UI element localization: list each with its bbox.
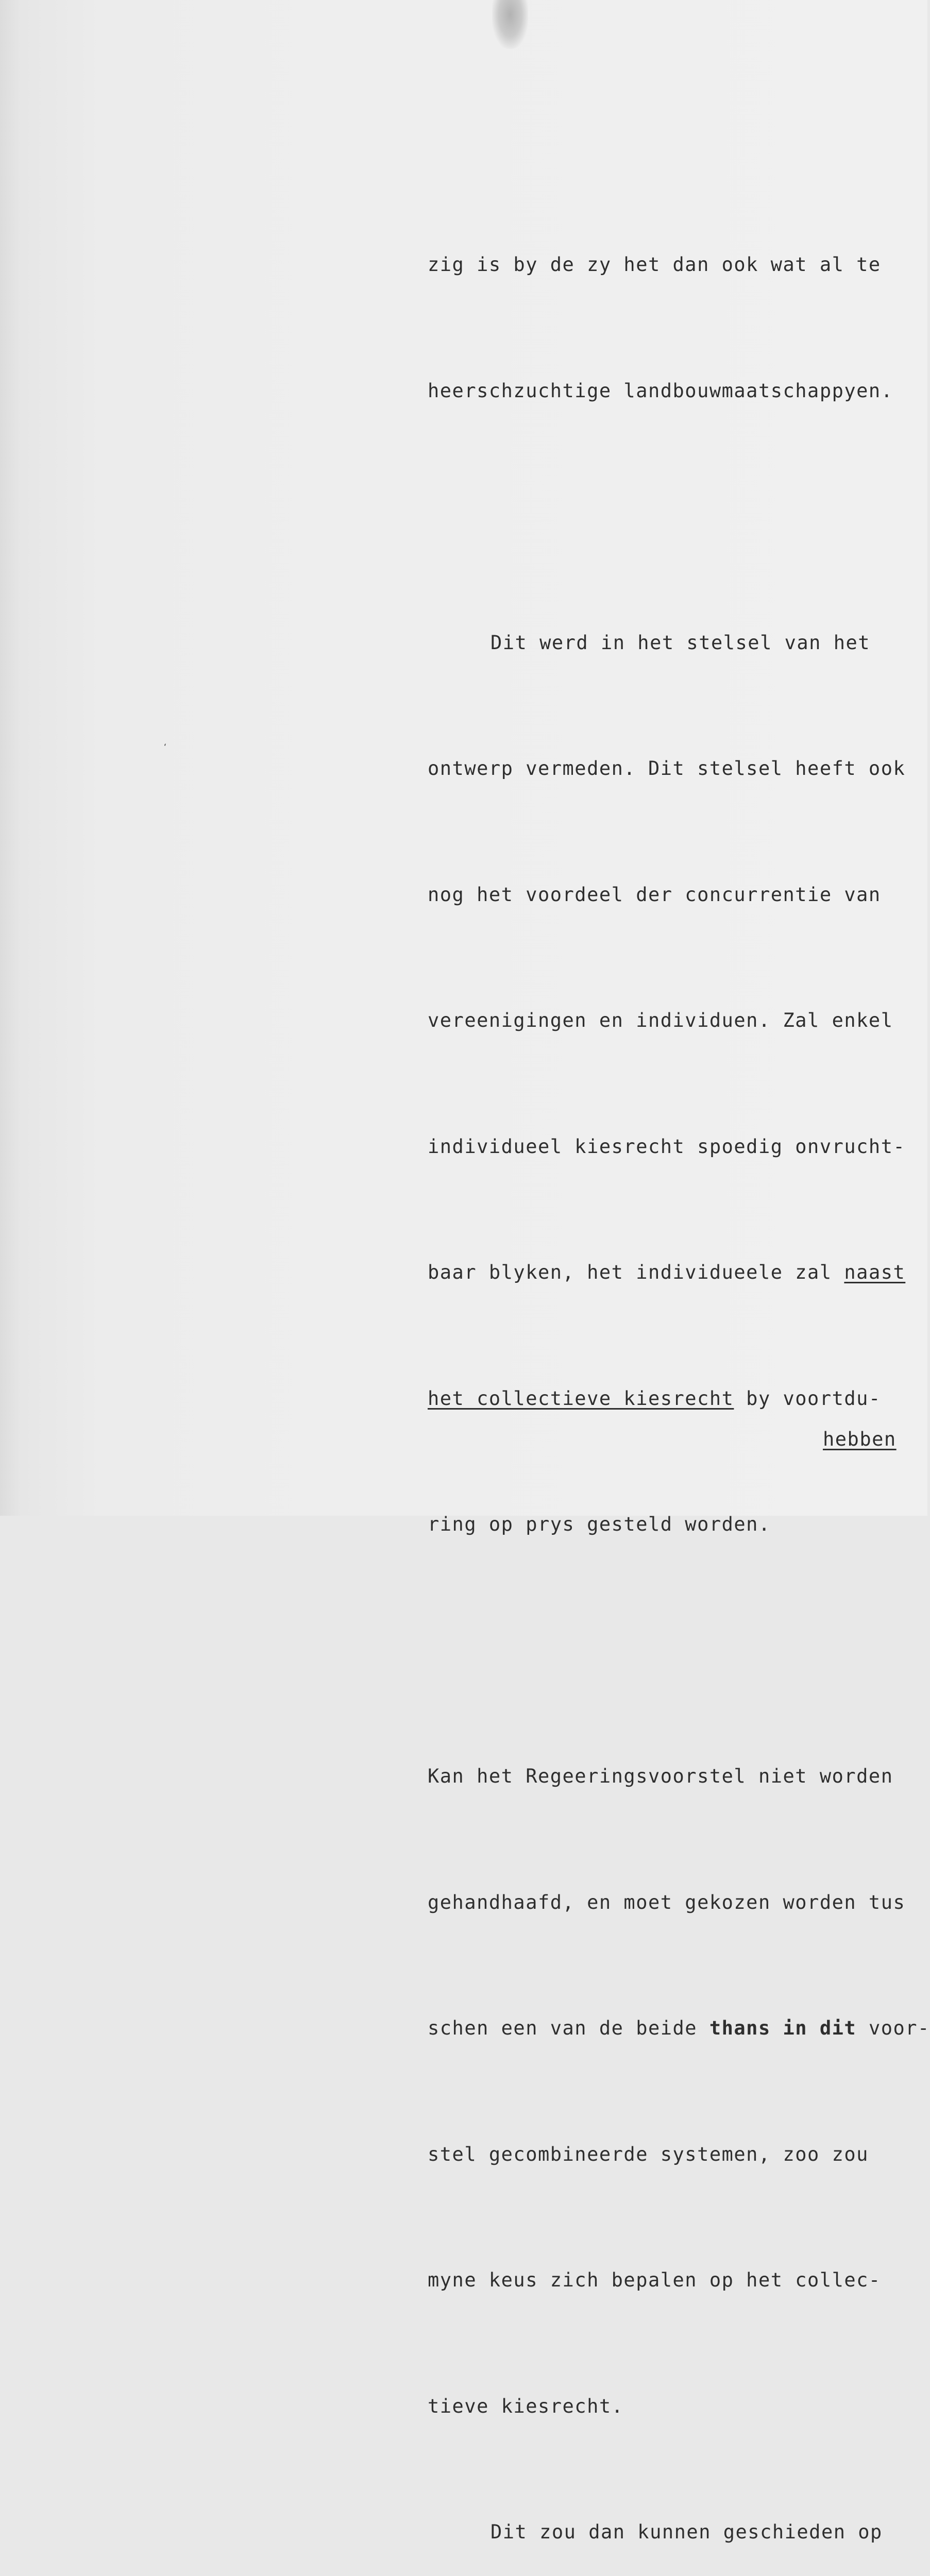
typed-text-body	[428, 160, 930, 2576]
text-line: Dit zou dan kunnen geschieden op	[491, 2521, 883, 2543]
text-line: stel gecombineerde systemen, zoo zou	[428, 2143, 869, 2165]
text-line: tieve kiesrecht.	[428, 2395, 624, 2417]
text-line: Kan het Regeeringsvoorstel niet worden	[428, 1765, 893, 1787]
text-segment: voor-	[856, 2017, 930, 2039]
text-line	[428, 1378, 922, 1420]
text-line: heerschzuchtige landbouwmaatschappyen.	[428, 379, 893, 402]
text-line: ring op prys gesteld worden.	[428, 1513, 771, 1535]
underlined-text: naast	[844, 1261, 906, 1283]
underlined-text: het collectieve kiesrecht	[428, 1387, 734, 1410]
text-line: nog het voordeel der concurrentie van	[428, 883, 881, 906]
text-line: vereenigingen en individuen. Zal enkel	[428, 1009, 893, 1031]
text-segment: baar blyken, het individueele zal	[428, 1261, 844, 1283]
text-line: ontwerp vermeden. Dit stelsel heeft ook	[428, 757, 906, 779]
text-segment: schen een van de beide	[428, 2017, 709, 2039]
text-line	[428, 1251, 922, 1294]
paragraph-gap	[428, 496, 922, 538]
text-line: gehandhaafd, en moet gekozen worden tus	[428, 1891, 906, 1913]
paragraph-gap	[428, 1630, 922, 1672]
text-line	[428, 2007, 930, 2049]
text-line: Dit werd in het stelsel van het	[491, 631, 871, 654]
text-line: individueel kiesrecht spoedig onvrucht-	[428, 1135, 906, 1158]
bold-text: thans in dit	[709, 2017, 857, 2039]
text-line: myne keus zich bepalen op het collec-	[428, 2269, 881, 2291]
text-line: zig is by de zy het dan ook wat al te	[428, 253, 881, 276]
paper-stain	[492, 0, 528, 49]
ink-mark: ‘	[164, 742, 167, 752]
text-segment: by voortdu-	[734, 1387, 881, 1410]
catchword: hebben	[823, 1428, 897, 1450]
